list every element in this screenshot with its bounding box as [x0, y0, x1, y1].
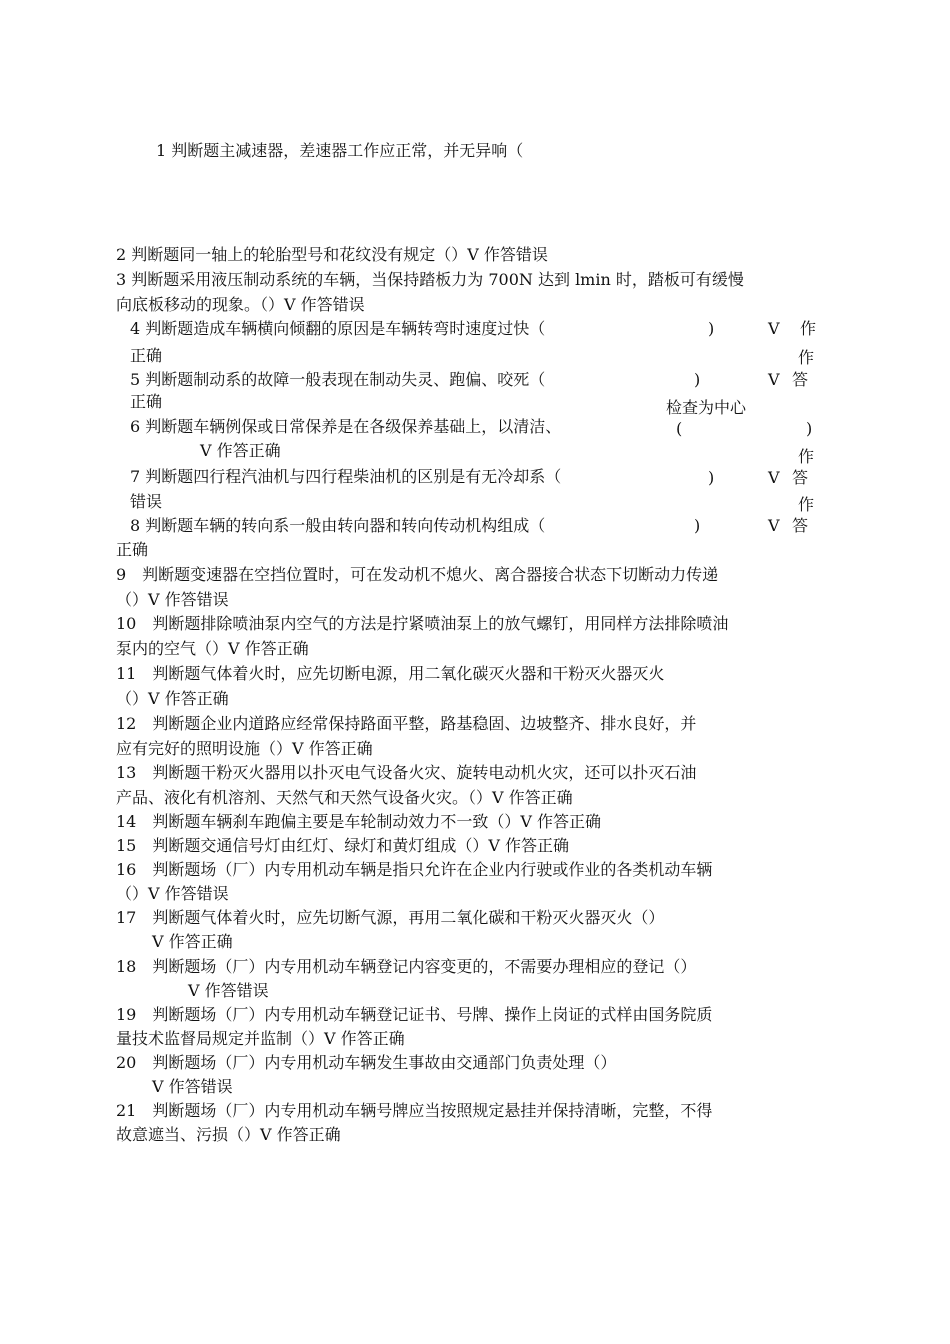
question-16-line1: 16 判断题场（厂）内专用机动车辆是指只允许在企业内行驶或作业的各类机动车辆	[116, 860, 713, 879]
question-11-line2: （）V 作答正确	[116, 689, 229, 708]
question-20-line2: V 作答错误	[152, 1077, 233, 1096]
q7-answer-fragment: 答	[792, 468, 809, 487]
question-19-line2: 量技术监督局规定并监制（）V 作答正确	[116, 1029, 405, 1048]
question-17-line2: V 作答正确	[152, 932, 233, 951]
question-1: 1 判断题主减速器，差速器工作应正常，并无异响（	[156, 141, 524, 160]
question-18-line2: V 作答错误	[188, 981, 269, 1000]
question-8: 8 判断题车辆的转向系一般由转向器和转向传动机构组成（	[130, 516, 546, 535]
question-14: 14 判断题车辆刹车跑偏主要是车轮制动效力不一致（）V 作答正确	[116, 812, 602, 831]
question-17-line1: 17 判断题气体着火时，应先切断气源，再用二氧化碳和干粉灭火器灭火（）	[116, 908, 665, 927]
question-5: 5 判断题制动系的故障一般表现在制动失灵、跑偏、咬死（	[130, 370, 546, 389]
question-20-line1: 20 判断题场（厂）内专用机动车辆发生事故由交通部门负责处理（）	[116, 1053, 617, 1072]
q5-answer-fragment: 答	[792, 370, 809, 389]
q4-check-mark: V	[768, 319, 780, 338]
q6-paren-open: (	[676, 419, 683, 438]
question-19-line1: 19 判断题场（厂）内专用机动车辆登记证书、号牌、操作上岗证的式样由国务院质	[116, 1005, 713, 1024]
question-6: 6 判断题车辆例保或日常保养是在各级保养基础上，以清洁、	[130, 417, 562, 436]
question-11-line1: 11 判断题气体着火时，应先切断电源，用二氧化碳灭火器和干粉灭火器灭火	[116, 664, 665, 683]
question-16-line2: （）V 作答错误	[116, 884, 229, 903]
question-4: 4 判断题造成车辆横向倾翻的原因是车辆转弯时速度过快（	[130, 319, 546, 338]
question-9-line2: （）V 作答错误	[116, 590, 229, 609]
question-13-line1: 13 判断题干粉灭火器用以扑灭电气设备火灾、旋转电动机火灾，还可以扑灭石油	[116, 763, 697, 782]
question-12-line2: 应有完好的照明设施（）V 作答正确	[116, 739, 373, 758]
q8-answer-fragment: 答	[792, 516, 809, 535]
q5-check-mark: V	[768, 370, 780, 389]
q4-paren-close: )	[708, 319, 715, 338]
question-9-line1: 9 判断题变速器在空挡位置时，可在发动机不熄火、离合器接合状态下切断动力传递	[116, 565, 719, 584]
q5-answer-fragment-top: 作	[798, 348, 815, 367]
question-12-line1: 12 判断题企业内道路应经常保持路面平整，路基稳固、边坡整齐、排水良好，并	[116, 714, 697, 733]
q7-check-mark: V	[768, 468, 780, 487]
question-18-line1: 18 判断题场（厂）内专用机动车辆登记内容变更的，不需要办理相应的登记（）	[116, 957, 697, 976]
q5-result: 正确	[130, 392, 163, 411]
question-13-line2: 产品、液化有机溶剂、天然气和天然气设备火灾。（）V 作答正确	[116, 788, 573, 807]
q5-paren-close: )	[694, 370, 701, 389]
q8-result: 正确	[116, 540, 149, 559]
q6-overflow-text: 检查为中心	[666, 398, 747, 417]
q7-result: 错误	[130, 492, 163, 511]
question-21-line2: 故意遮当、污损（）V 作答正确	[116, 1125, 341, 1144]
q4-result: 正确	[130, 346, 163, 365]
question-21-line1: 21 判断题场（厂）内专用机动车辆号牌应当按照规定悬挂并保持清晰，完整，不得	[116, 1101, 713, 1120]
q8-check-mark: V	[768, 516, 780, 535]
q7-answer-fragment-top: 作	[798, 447, 815, 466]
question-10-line2: 泵内的空气（）V 作答正确	[116, 639, 309, 658]
question-10-line1: 10 判断题排除喷油泵内空气的方法是拧紧喷油泵上的放气螺钉，用同样方法排除喷油	[116, 614, 729, 633]
q6-result: V 作答正确	[200, 441, 281, 460]
q6-paren-close: )	[806, 419, 813, 438]
question-15: 15 判断题交通信号灯由红灯、绿灯和黄灯组成（）V 作答正确	[116, 836, 570, 855]
q4-answer-fragment: 作	[800, 319, 817, 338]
question-3-line1: 3 判断题采用液压制动系统的车辆，当保持踏板力为 700N 达到 lmin 时，踏板可有缓慢	[116, 270, 744, 289]
question-7: 7 判断题四行程汽油机与四行程柴油机的区别是有无冷却系（	[130, 467, 562, 486]
q8-answer-fragment-top: 作	[798, 495, 815, 514]
question-2: 2 判断题同一轴上的轮胎型号和花纹没有规定（）V 作答错误	[116, 245, 548, 264]
question-3-line2: 向底板移动的现象。（）V 作答错误	[116, 295, 365, 314]
q8-paren-close: )	[694, 516, 701, 535]
q7-paren-close: )	[708, 468, 715, 487]
